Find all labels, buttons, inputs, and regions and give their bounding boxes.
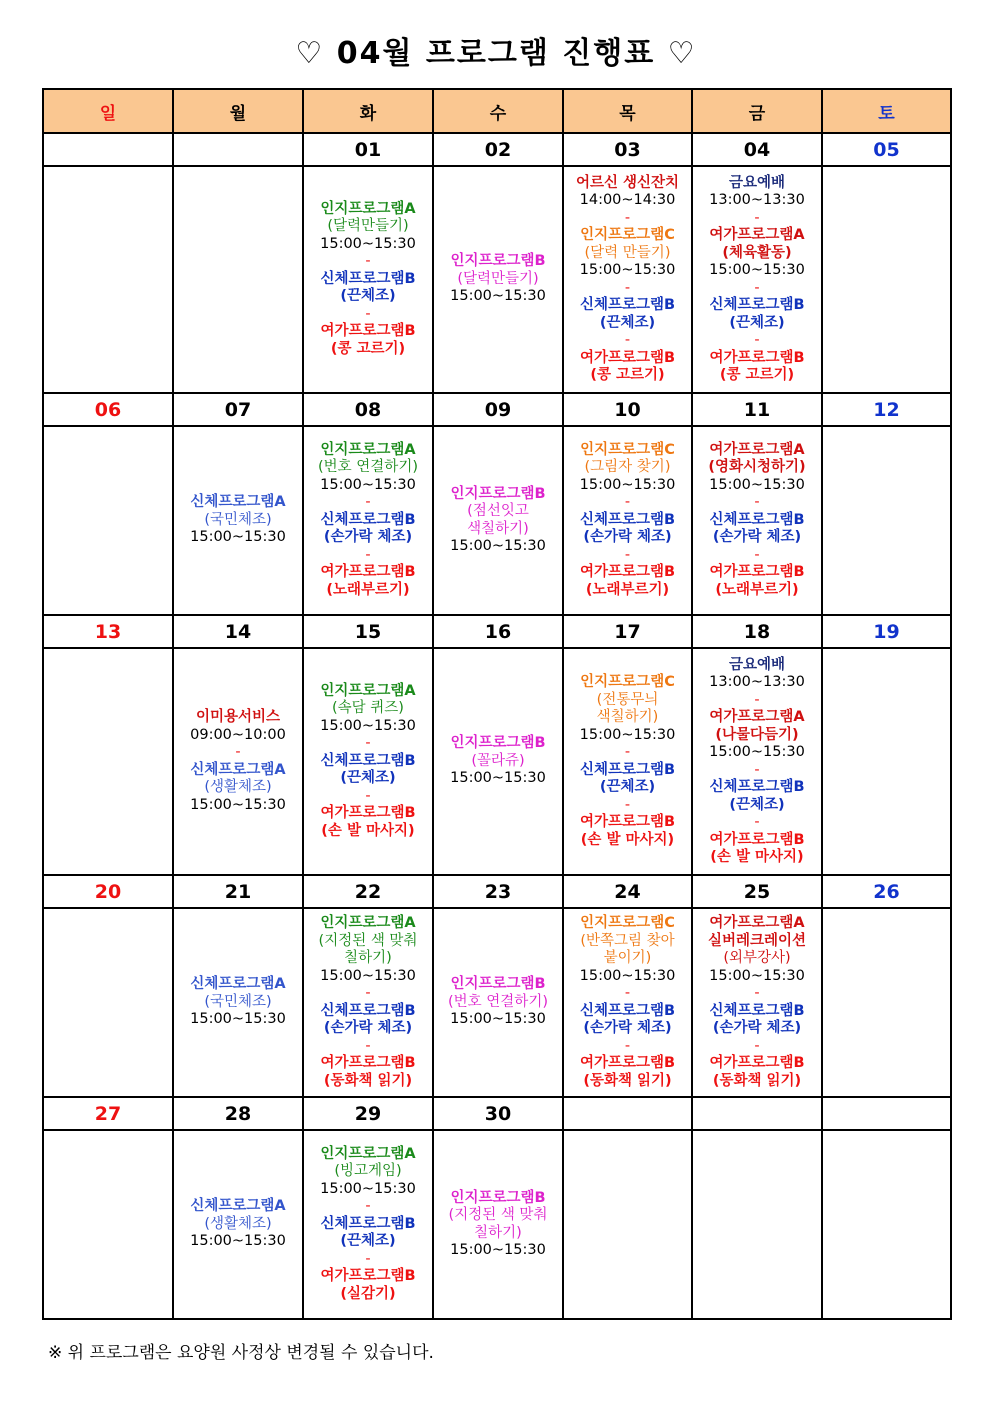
program-line: (손가락 체조)	[583, 529, 672, 546]
day-cell	[563, 908, 692, 1097]
program-line: (손가락 체조)	[712, 529, 802, 546]
date-number	[692, 1097, 822, 1130]
day-cell	[43, 908, 173, 1097]
day-cell	[563, 426, 692, 615]
events-row	[43, 426, 951, 615]
program-line: -	[624, 494, 631, 511]
program-line: 인지프로그램B	[450, 485, 546, 502]
program-line: (손 발 마사지)	[580, 831, 675, 848]
program-line: 인지프로그램A	[320, 915, 416, 931]
program-line: (생활체조)	[204, 1215, 272, 1232]
program-line: -	[754, 546, 760, 563]
date-number: 29	[303, 1097, 433, 1130]
program-line: 15:00~15:30	[450, 538, 546, 554]
date-number: 26	[822, 875, 951, 908]
weekday-saturday: 토	[822, 89, 951, 133]
day-cell	[433, 426, 563, 615]
program-line: (콩 고르기)	[330, 340, 406, 357]
program-line: (끈체조)	[729, 796, 785, 813]
day-cell	[303, 1130, 433, 1319]
program-line: 인지프로그램B	[450, 253, 546, 270]
program-entry	[434, 976, 562, 1029]
program-line: 여가프로그램B	[320, 805, 416, 822]
program-line: 15:00~15:30	[320, 717, 416, 734]
program-line: (손가락 체조)	[323, 529, 413, 546]
program-entry	[434, 486, 562, 556]
program-line: 15:00~15:30	[450, 288, 546, 305]
program-line: 인지프로그램A	[320, 1145, 416, 1162]
footnote: ※ 위 프로그램은 요양원 사정상 변경될 수 있습니다.	[48, 1343, 434, 1363]
day-cell	[692, 908, 822, 1097]
program-line: 신체프로그램B	[579, 761, 676, 778]
program-line: (동화책 읽기)	[712, 1072, 802, 1089]
day-cell	[433, 648, 563, 875]
program-line: (나물다듬기)	[715, 726, 799, 743]
program-line: 15:00~15:30	[320, 1180, 416, 1197]
date-number: 11	[692, 393, 822, 426]
program-line: 인지프로그램C	[580, 915, 675, 931]
program-line: (지정된 색 맞춰	[448, 1207, 548, 1223]
program-line: (달력만들기)	[327, 218, 409, 235]
program-line: 여가프로그램B	[709, 564, 805, 581]
program-line: (지정된 색 맞춰	[318, 932, 418, 949]
program-line: -	[365, 253, 371, 270]
day-cell	[43, 1130, 173, 1319]
program-line: 15:00~15:30	[190, 529, 286, 546]
program-line: 여가프로그램B	[320, 1268, 416, 1285]
date-number	[563, 1097, 692, 1130]
date-number: 20	[43, 875, 173, 908]
page-title: ♡ 04월 프로그램 진행표 ♡	[295, 36, 697, 71]
program-line: -	[624, 279, 631, 296]
program-line: (그림자 찾기)	[584, 459, 671, 476]
program-line: -	[624, 744, 631, 760]
program-line: -	[624, 332, 631, 348]
program-line: 여가프로그램B	[579, 1055, 676, 1071]
program-line: -	[365, 985, 371, 1001]
day-cell	[173, 166, 303, 393]
program-line: -	[754, 209, 760, 226]
weekday-friday: 금	[692, 89, 822, 133]
program-line: -	[365, 735, 371, 752]
date-number	[43, 133, 173, 166]
program-line: (실감기)	[340, 1285, 396, 1302]
program-entry	[693, 915, 821, 1090]
weekday-header-row	[43, 89, 951, 133]
program-line: 15:00~15:30	[450, 770, 546, 787]
program-line: 신체프로그램B	[579, 1002, 676, 1019]
program-line: 신체프로그램A	[190, 1198, 286, 1215]
program-line: 인지프로그램B	[450, 976, 546, 993]
date-number: 08	[303, 393, 433, 426]
program-line: 여가프로그램B	[709, 1055, 805, 1071]
program-entry	[174, 709, 302, 814]
day-cell	[563, 166, 692, 393]
program-line: (번호 연결하기)	[318, 459, 418, 476]
program-line: (체육활동)	[722, 244, 792, 261]
program-line: -	[754, 1037, 760, 1054]
program-line: -	[754, 985, 760, 1001]
date-number: 10	[563, 393, 692, 426]
program-line: 15:00~15:30	[190, 796, 286, 813]
program-line: 신체프로그램A	[190, 976, 286, 993]
program-line: -	[754, 691, 760, 708]
program-line: 여가프로그램B	[579, 814, 676, 830]
program-line: -	[624, 1037, 631, 1054]
program-line: 09:00~10:00	[190, 726, 286, 743]
program-line: 15:00~15:30	[579, 476, 676, 493]
day-cell	[303, 426, 433, 615]
program-entry	[434, 1190, 562, 1260]
program-line: -	[624, 985, 631, 1001]
program-line: 15:00~15:30	[709, 967, 805, 984]
date-number: 04	[692, 133, 822, 166]
program-entry	[304, 683, 432, 841]
program-entry	[304, 915, 432, 1090]
program-line: (손 발 마사지)	[710, 849, 804, 865]
program-line: (끈체조)	[729, 314, 785, 331]
date-number: 06	[43, 393, 173, 426]
program-line: (달력 만들기)	[584, 244, 671, 261]
program-line: 인지프로그램A	[320, 200, 416, 217]
day-cell	[692, 166, 822, 393]
program-line: 여가프로그램A	[709, 227, 805, 243]
program-line: (손가락 체조)	[583, 1020, 672, 1036]
program-line: -	[365, 305, 371, 322]
date-number: 12	[822, 393, 951, 426]
program-line: (끈체조)	[599, 314, 656, 331]
program-line: 15:00~15:30	[709, 262, 805, 278]
program-line: -	[365, 1037, 371, 1054]
program-line: 어르신 생신잔치	[575, 174, 680, 191]
date-number: 13	[43, 615, 173, 648]
program-line: -	[365, 1198, 371, 1215]
program-line: (영화시청하기)	[708, 459, 806, 476]
date-number: 07	[173, 393, 303, 426]
program-entry	[564, 175, 691, 385]
date-number	[822, 1097, 951, 1130]
program-line: 인지프로그램B	[450, 735, 546, 752]
program-line: 15:00~15:30	[190, 1233, 286, 1250]
program-line: (끈체조)	[340, 288, 396, 305]
program-entry	[304, 201, 432, 359]
program-line: (국민체조)	[204, 511, 272, 528]
program-line: 색칠하기)	[596, 709, 659, 725]
date-number: 22	[303, 875, 433, 908]
program-line: 15:00~15:30	[320, 967, 416, 984]
date-number: 09	[433, 393, 563, 426]
weekday-sunday: 일	[43, 89, 173, 133]
program-line: -	[754, 494, 760, 511]
program-line: (생활체조)	[204, 779, 272, 795]
program-line: (속담 퀴즈)	[332, 700, 404, 717]
program-line: 여가프로그램A	[709, 709, 805, 725]
program-entry	[304, 1146, 432, 1304]
date-number: 02	[433, 133, 563, 166]
program-line: (끈체조)	[599, 779, 656, 795]
date-number: 30	[433, 1097, 563, 1130]
program-line: 15:00~15:30	[450, 1011, 546, 1028]
program-line: (점선잇고	[467, 503, 529, 519]
date-number: 27	[43, 1097, 173, 1130]
day-cell	[563, 648, 692, 875]
program-line: 신체프로그램B	[709, 779, 805, 795]
date-number: 24	[563, 875, 692, 908]
program-line: 인지프로그램C	[580, 227, 675, 243]
program-line: 여가프로그램A	[709, 441, 805, 458]
program-line: 색칠하기)	[467, 520, 529, 537]
program-line: (동화책 읽기)	[583, 1072, 672, 1089]
program-line: -	[365, 546, 371, 563]
day-cell	[563, 1130, 692, 1319]
program-line: 14:00~14:30	[579, 192, 676, 208]
program-entry	[174, 494, 302, 547]
day-cell	[692, 426, 822, 615]
weekday-monday: 월	[173, 89, 303, 133]
date-number: 01	[303, 133, 433, 166]
date-row	[43, 615, 951, 648]
program-entry	[564, 442, 691, 600]
date-number: 21	[173, 875, 303, 908]
program-line: (끈체조)	[340, 1233, 396, 1250]
program-line: 신체프로그램B	[709, 1002, 805, 1019]
program-line: -	[754, 814, 760, 830]
date-number: 05	[822, 133, 951, 166]
program-line: 여가프로그램B	[709, 349, 805, 366]
day-cell	[822, 166, 951, 393]
events-row	[43, 648, 951, 875]
program-line: 여가프로그램A	[709, 915, 805, 931]
program-line: (손 발 마사지)	[321, 822, 415, 839]
day-cell	[692, 648, 822, 875]
program-line: 인지프로그램A	[320, 682, 416, 699]
program-entry	[434, 253, 562, 306]
program-line: (번호 연결하기)	[448, 993, 548, 1010]
date-number: 28	[173, 1097, 303, 1130]
date-number: 25	[692, 875, 822, 908]
program-line: 금요예배	[728, 174, 786, 191]
program-entry	[564, 915, 691, 1090]
weekday-thursday: 목	[563, 89, 692, 133]
program-line: (빙고게임)	[334, 1163, 402, 1180]
date-number: 16	[433, 615, 563, 648]
program-line: (끈체조)	[340, 770, 396, 787]
program-line: -	[624, 546, 631, 563]
program-line: 신체프로그램A	[190, 761, 286, 778]
program-line: 15:00~15:30	[579, 262, 676, 278]
day-cell	[173, 1130, 303, 1319]
program-line: 여가프로그램B	[320, 1055, 416, 1071]
program-line: (콩 고르기)	[590, 367, 665, 383]
program-line: 실버레크레이션	[707, 932, 807, 949]
weekday-tuesday: 화	[303, 89, 433, 133]
day-cell	[433, 908, 563, 1097]
program-line: (손가락 체조)	[323, 1020, 413, 1036]
program-line: 15:00~15:30	[579, 967, 676, 984]
program-entry	[693, 175, 821, 385]
program-line: 신체프로그램B	[320, 1002, 416, 1019]
program-entry	[693, 657, 821, 867]
program-line: -	[624, 796, 631, 813]
day-cell	[433, 1130, 563, 1319]
program-line: 인지프로그램C	[580, 674, 675, 690]
events-row	[43, 908, 951, 1097]
day-cell	[822, 426, 951, 615]
day-cell	[822, 1130, 951, 1319]
date-number: 14	[173, 615, 303, 648]
program-line: (달력만들기)	[457, 270, 539, 287]
day-cell	[303, 908, 433, 1097]
date-row	[43, 393, 951, 426]
day-cell	[303, 166, 433, 393]
program-line: 신체프로그램A	[190, 494, 286, 511]
date-number	[173, 133, 303, 166]
program-line: 여가프로그램B	[579, 349, 676, 366]
program-line: (동화책 읽기)	[323, 1072, 413, 1089]
program-entry	[434, 735, 562, 788]
day-cell	[43, 426, 173, 615]
program-line: -	[754, 332, 760, 348]
program-line: -	[235, 744, 241, 760]
day-cell	[822, 908, 951, 1097]
day-cell	[433, 166, 563, 393]
program-line: 신체프로그램B	[709, 297, 805, 313]
program-line: 신체프로그램B	[320, 1215, 416, 1232]
program-line: 칠하기)	[474, 1224, 522, 1241]
program-line: 15:00~15:30	[709, 744, 805, 760]
program-line: 인지프로그램B	[450, 1189, 546, 1206]
day-cell	[173, 908, 303, 1097]
program-line: (노래부르기)	[585, 581, 670, 598]
program-line: -	[365, 1250, 371, 1267]
date-number: 19	[822, 615, 951, 648]
day-cell	[303, 648, 433, 875]
program-line: 15:00~15:30	[320, 235, 416, 252]
program-line: -	[754, 761, 760, 778]
program-line: 15:00~15:30	[709, 476, 805, 493]
program-line: 인지프로그램A	[320, 441, 416, 458]
program-line: 13:00~13:30	[709, 192, 805, 208]
program-line: (반쪽그림 찾아	[580, 932, 675, 949]
date-number: 18	[692, 615, 822, 648]
program-line: 칠하기)	[344, 950, 392, 966]
program-line: 신체프로그램B	[320, 270, 416, 287]
day-cell	[173, 648, 303, 875]
program-line: (꼴라쥬)	[471, 752, 525, 769]
program-line: (외부강사)	[723, 950, 791, 966]
program-line: 인지프로그램C	[580, 441, 675, 458]
date-row	[43, 1097, 951, 1130]
program-line: 신체프로그램B	[709, 511, 805, 528]
day-cell	[43, 648, 173, 875]
events-row	[43, 166, 951, 393]
program-line: (노래부르기)	[715, 581, 799, 598]
program-line: 여가프로그램B	[709, 831, 805, 848]
events-row	[43, 1130, 951, 1319]
program-entry	[564, 674, 691, 849]
day-cell	[692, 1130, 822, 1319]
program-line: 금요예배	[728, 656, 786, 673]
day-cell	[43, 166, 173, 393]
program-line: 여가프로그램B	[320, 323, 416, 340]
program-line: 15:00~15:30	[190, 1011, 286, 1028]
program-line: -	[365, 494, 371, 511]
date-number: 15	[303, 615, 433, 648]
program-entry	[174, 1198, 302, 1251]
program-line: 신체프로그램B	[579, 511, 676, 528]
program-entry	[174, 976, 302, 1029]
program-line: 신체프로그램B	[579, 297, 676, 313]
date-number: 03	[563, 133, 692, 166]
program-line: -	[624, 209, 631, 226]
program-entry	[304, 442, 432, 600]
program-line: 이미용서비스	[195, 709, 281, 725]
program-line: 15:00~15:30	[450, 1242, 546, 1258]
program-line: 여가프로그램B	[579, 564, 676, 581]
program-line: 여가프로그램B	[320, 564, 416, 581]
day-cell	[822, 648, 951, 875]
program-line: (국민체조)	[204, 993, 272, 1010]
program-entry	[693, 442, 821, 600]
date-number: 23	[433, 875, 563, 908]
program-line: (전통무늬	[596, 691, 659, 708]
program-line: -	[754, 279, 760, 296]
program-line: 13:00~13:30	[709, 674, 805, 690]
program-line: 붙이기)	[603, 950, 652, 966]
date-row	[43, 875, 951, 908]
program-calendar	[42, 88, 952, 1320]
program-line: (손가락 체조)	[712, 1020, 802, 1036]
program-line: (노래부르기)	[326, 581, 410, 598]
program-line: 신체프로그램B	[320, 511, 416, 528]
weekday-wednesday: 수	[433, 89, 563, 133]
day-cell	[173, 426, 303, 615]
program-line: (콩 고르기)	[719, 367, 795, 383]
program-line: -	[365, 787, 371, 804]
date-number: 17	[563, 615, 692, 648]
program-line: 15:00~15:30	[320, 476, 416, 493]
program-line: 신체프로그램B	[320, 752, 416, 769]
date-row	[43, 133, 951, 166]
program-line: 15:00~15:30	[579, 726, 676, 743]
